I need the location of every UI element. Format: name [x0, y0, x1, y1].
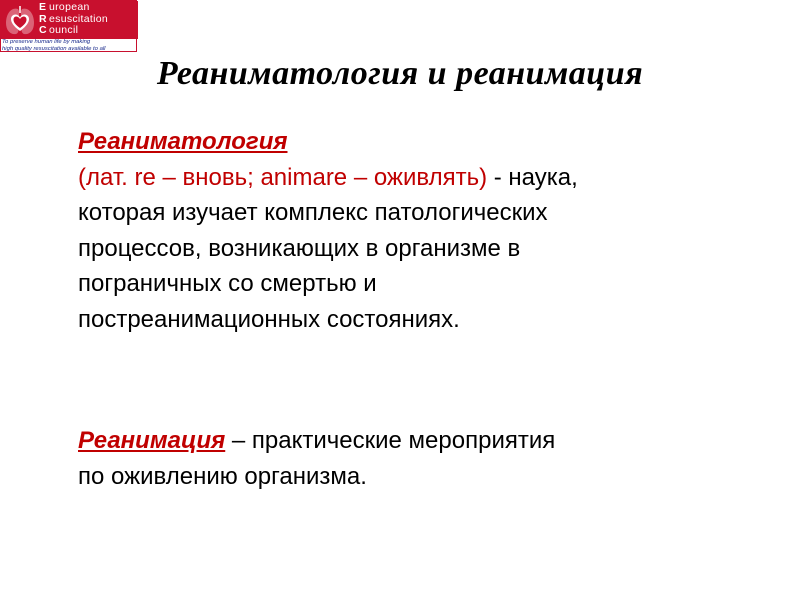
erc-logo — [0, 0, 137, 52]
slide-title: Реаниматология и реанимация — [156, 55, 644, 92]
definition-text-line: по оживлению организма. — [78, 462, 367, 490]
heart-lungs-icon — [4, 4, 36, 37]
logo-wordmark: E uropean R esuscitation C ouncil — [39, 1, 109, 36]
term-reanimation: Реанимация — [78, 427, 226, 454]
definition-reanimatology — [78, 124, 768, 337]
definition-text-line: которая изучает комплекс патологических — [78, 199, 548, 226]
logo-tagline: To preserve human life by making high quality resuscitation available to all — [2, 39, 106, 52]
definition-text-line: процессов, возникающих в организме в — [78, 234, 521, 262]
definition-text-line: - наука, — [487, 163, 578, 191]
etymology: (лат. re – вновь; animare – оживлять) — [78, 163, 488, 191]
definition-text-line: – практические мероприятия — [225, 427, 556, 454]
logo-red-panel — [1, 1, 138, 39]
definition-text-line: постреанимационных состояниях. — [78, 305, 460, 333]
definition-reanimation — [78, 423, 768, 494]
definition-text-line: пограничных со смертью и — [78, 270, 377, 297]
term-reanimatology: Реаниматология — [78, 128, 288, 155]
